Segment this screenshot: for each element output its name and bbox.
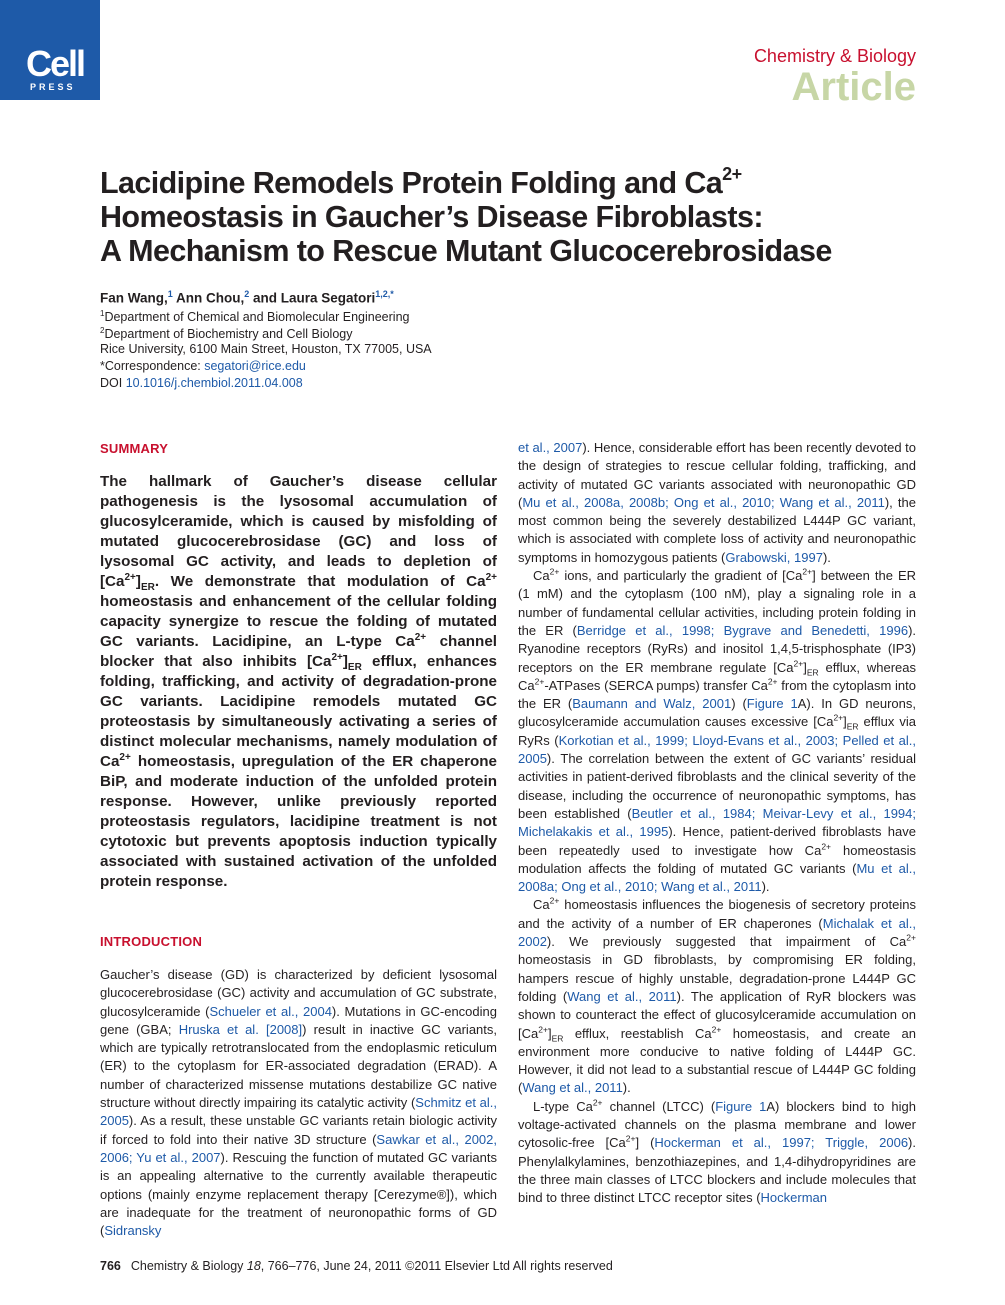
citation-link[interactable]: Sidransky <box>104 1223 162 1239</box>
citation-link[interactable]: Hockerman et al., 1997; Triggle, 2006 <box>654 1135 909 1151</box>
citation-link[interactable]: Beutler et al., 1984; Meivar-Levy et al., 1994; Michelakakis et al., 1995 <box>518 805 916 840</box>
citation-link[interactable]: Wang et al., 2011 <box>522 1080 623 1096</box>
affiliation-2: $^2$Department of Biochemistry and Cell Biology <box>100 326 353 342</box>
affiliation-1: $^1$Department of Chemical and Biomolecular Engineering <box>100 309 410 325</box>
article-type: Article <box>791 65 916 109</box>
paper-title: Lacidipine Remodels Protein Folding and $Ca^{2+}$ Homeostasis in Gaucher’s Disease Fibroblasts: A Mechanism to Rescue Mutant Glucocerebrosidase <box>100 163 832 268</box>
figure-link[interactable]: Figure 1 <box>746 696 798 712</box>
doi-link[interactable]: 10.1016/j.chembiol.2011.04.008 <box>125 376 303 390</box>
citation-link[interactable]: Hockerman <box>760 1190 827 1206</box>
logo-press-text: PRESS <box>30 82 76 92</box>
page-number: 766 <box>100 1259 121 1273</box>
citation-link[interactable]: et al., 2007 <box>518 440 583 455</box>
affiliation-address: Rice University, 6100 Main Street, Houston, TX 77005, USA <box>100 342 432 356</box>
introduction-heading: INTRODUCTION <box>100 934 203 949</box>
citation-link[interactable]: Baumann and Walz, 2001 <box>572 696 732 712</box>
citation-link[interactable]: Sawkar et al., 2002, 2006; Yu et al., 2007 <box>100 1131 497 1165</box>
cell-press-logo <box>0 0 100 100</box>
citation-link[interactable]: Schueler et al., 2004 <box>209 1003 332 1019</box>
citation-link[interactable]: Wang et al., 2011 <box>567 988 677 1004</box>
email-link[interactable]: segatori@rice.edu <box>204 359 306 373</box>
citation-link[interactable]: Berridge et al., 1998; Bygrave and Benedetti, 1996 <box>576 622 909 638</box>
citation-link[interactable]: Mu et al., 2008a, 2008b; Ong et al., 2010; Wang et al., 2011 <box>522 494 885 510</box>
citation-link[interactable]: Mu et al., 2008a; Ong et al., 2010; Wang et al., 2011 <box>518 860 916 895</box>
author-list: Fan Wang,$^1$ Ann Chou,$^2$ and Laura Segatori$^{1,2,*}$ <box>100 289 394 306</box>
doi-line: DOI 10.1016/j.chembiol.2011.04.008 <box>100 376 303 390</box>
page-footer: 766 Chemistry & Biology 18, 766–776, June 24, 2011 ©2011 Elsevier Ltd All rights reserved <box>100 1259 613 1273</box>
introduction-text: Gaucher’s disease (GD) is characterized by deficient lysosomal glucocerebrosidase (GC) activity and accumulation of GC substrate, glucosylceramide (Schueler et al., 2004). Mutations in GC-encoding gene (GBA; Hruska et al. [2008]) result in inactive GC variants, which are typically retrotranslocated from the endoplasmic reticulum (ER) to the cytoplasm for ER-associated degradation (ERAD). A number of characterized missense mutations destabilize GC native structure without directly impairing its catalytic activity (Schmitz et al., 2005). As a result, these unstable GC variants retain biologic activity if forced to fold into their native 3D structure (Sawkar et al., 2002, 2006; Yu et al., 2007). Rescuing the function of mutated GC variants is an appealing alternative to the currently available therapeutic options (mainly enzyme replacement therapy [Cerezyme®]), which are inadequate for the treatment of neuronopathic forms of GD (Sidransky <box>100 967 498 1239</box>
figure-link[interactable]: Figure 1 <box>715 1098 767 1114</box>
citation-link[interactable]: Korkotian et al., 1999; Lloyd-Evans et al., 2003; Pelled et al., 2005 <box>518 732 917 767</box>
journal-name: Chemistry & Biology <box>753 46 916 66</box>
citation-link[interactable]: Grabowski, 1997 <box>725 549 823 565</box>
correspondence: *Correspondence: segatori@rice.edu <box>100 359 306 373</box>
summary-heading: SUMMARY <box>100 441 169 456</box>
summary-text: The hallmark of Gaucher’s disease cellular pathogenesis is the lysosomal accumulation of glucosylceramide, which is caused by misfolding of mutated glucocerebrosidase (GC) and loss of lysosomal GC activity, and leads to depletion of $[Ca^{2+}]_{ER}$. We demonstrate that modulation of $Ca^{2+}$ homeostasis and enhancement of the cellular folding capacity synergize to rescue the folding of mutated GC variants. Lacidipine, an L-type $Ca^{2+}$ channel blocker that also inhibits $[Ca^{2+}]_{ER}$ efflux, enhances folding, trafficking, and activity of degradation-prone GC variants. Lacidipine remodels mutated GC proteostasis by simultaneously activating a series of distinct molecular mechanisms, namely modulation of $Ca^{2+}$ homeostasis, upregulation of the ER chaperone BiP, and moderate induction of the unfolded protein response. However, unlike previously reported proteostasis regulators, lacidipine treatment is not cytotoxic but prevents apoptosis induction typically associated with sustained activation of the unfolded protein response. <box>100 473 497 890</box>
right-column-text: et al., 2007). Hence, considerable effort has been recently devoted to the design of strategies to rescue cellular folding, trafficking, and activity of mutated GC variants associated with neuronopathic GD (Mu et al., 2008a, 2008b; Ong et al., 2010; Wang et al., 2011), the most common being the severely destabilized L444P GC variant, which is associated with complete loss of activity and neuronopathic symptoms in homozygous patients (Grabowski, 1997). $Ca^{2+}$ ions, and particularly the gradient of $[Ca^{2+}]$ between the ER (1 mM) and the cytoplasm (100 nM), play a signaling role in a number of fundamental cellular activities, including protein folding in the ER (Berridge et al., 1998; Bygrave and Benedetti, 1996). Ryanodine receptors (RyRs) and inositol 1,4,5-trisphosphate (IP3) receptors on the ER membrane regulate $[Ca^{2+}]_{ER}$ efflux, whereas $Ca^{2+}$-ATPases (SERCA pumps) transfer $Ca^{2+}$ from the cytoplasm into the ER (Baumann and Walz, 2001) (Figure 1A). In GD neurons, glucosylceramide accumulation causes excessive $[Ca^{2+}]_{ER}$ efflux via RyRs (Korkotian et al., 1999; Lloyd-Evans et al., 2003; Pelled et al., 2005). The correlation between the extent of GC variants’ residual activities in patient-derived fibroblasts and the clinical severity of the disease, including the occurrence of neuronopathic symptoms, has been established (Beutler et al., 1984; Meivar-Levy et al., 1994; Michelakakis et al., 1995). Hence, patient-derived fibroblasts have been repeatedly used to investigate how $Ca^{2+}$ homeostasis modulation affects the folding of mutated GC variants (Mu et al., 2008a; Ong et al., 2010; Wang et al., 2011). $Ca^{2+}$ homeostasis influences the biogenesis of secretory proteins and the activity of a number of ER chaperones (Michalak et al., 2002). We previously suggested that impairment of $Ca^{2+}$ homeostasis in GD fibroblasts, by compromising ER folding, hampers rescue of highly unstable, degradation-prone L444P GC folding (Wang et al., 2011). The application of RyR blockers was shown to counteract the effect of glucosylceramide accumulation on $[Ca^{2+}]_{ER}$ efflux, reestablish $Ca^{2+}$ homeostasis, and create an environment more conducive to native folding of L444P GC. However, it did not lead to a substantial rescue of L444P GC folding (Wang et al., 2011). L-type $Ca^{2+}$ channel (LTCC) (Figure 1A) blockers bind to high voltage-activated channels on the plasma membrane and lower cytosolic-free $[Ca^{2+}]$ (Hockerman et al., 1997; Triggle, 2006). Phenylalkylamines, benzothiazepines, and 1,4-dihydropyridines are the three main classes of LTCC blockers and include molecules that bind to three distinct LTCC receptor sites (Hockerman <box>518 440 917 1206</box>
citation-link[interactable]: Michalak et al., 2002 <box>518 915 916 950</box>
citation-link[interactable]: Schmitz et al., 2005 <box>100 1095 498 1129</box>
logo-cell-text: Cell <box>26 43 85 84</box>
citation-link[interactable]: Hruska et al. [2008] <box>178 1021 303 1037</box>
